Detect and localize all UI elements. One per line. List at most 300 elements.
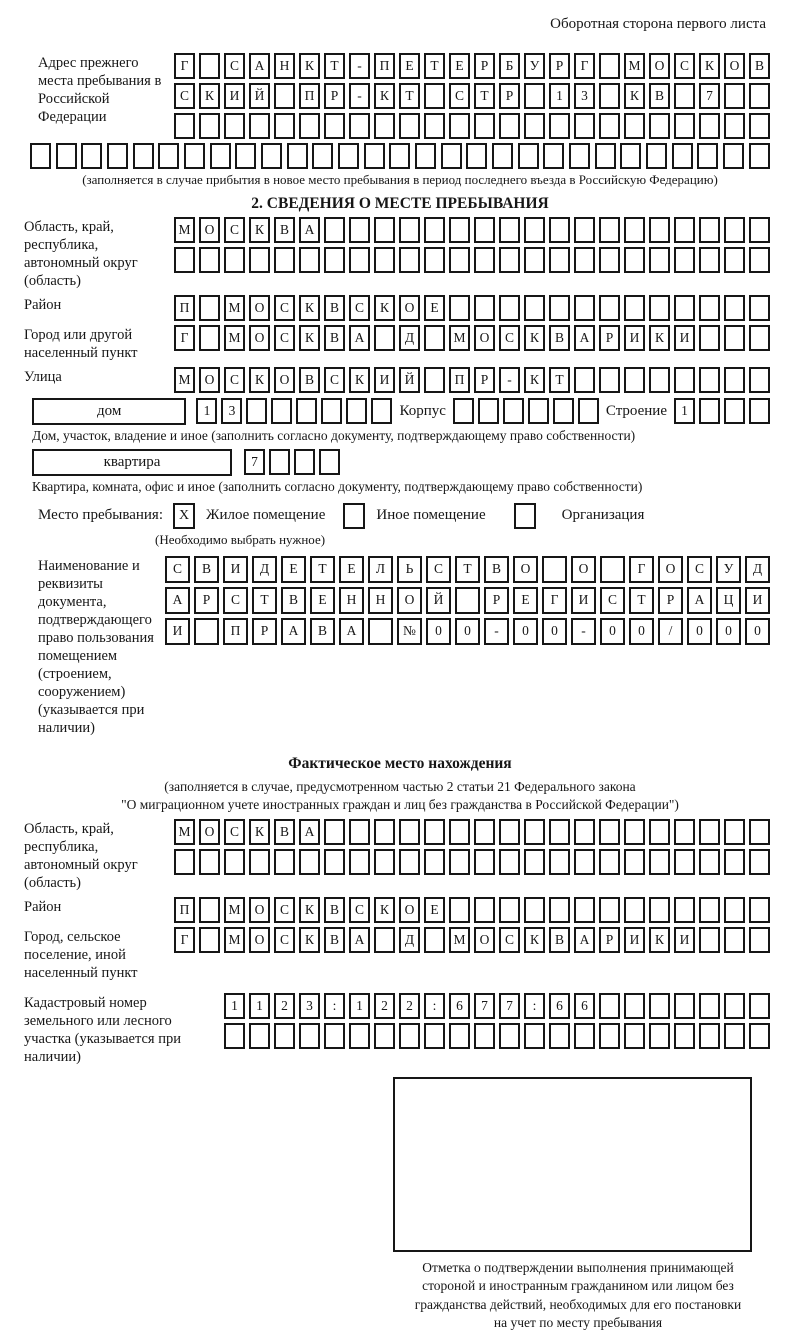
char-cell[interactable] [574,849,595,875]
char-cell[interactable] [599,849,620,875]
char-cell[interactable]: В [324,295,345,321]
char-cell[interactable] [224,247,245,273]
char-cell[interactable] [249,1023,270,1049]
char-cell[interactable]: В [299,367,320,393]
char-cell[interactable]: Г [629,556,654,583]
char-cell[interactable] [271,398,292,424]
char-cell[interactable] [524,897,545,923]
char-cell[interactable] [274,849,295,875]
char-cell[interactable]: Й [249,83,270,109]
char-cell[interactable]: А [299,217,320,243]
char-cell[interactable] [199,113,220,139]
char-cell[interactable]: М [174,217,195,243]
char-cell[interactable]: 1 [549,83,570,109]
char-cell[interactable] [649,993,670,1019]
char-cell[interactable] [699,325,720,351]
char-cell[interactable] [624,295,645,321]
char-cell[interactable]: К [249,367,270,393]
char-cell[interactable]: В [484,556,509,583]
char-cell[interactable] [299,849,320,875]
char-cell[interactable] [724,993,745,1019]
char-cell[interactable]: Н [339,587,364,614]
char-cell[interactable] [235,143,256,169]
char-cell[interactable]: В [324,927,345,953]
char-cell[interactable]: И [624,927,645,953]
char-cell[interactable] [261,143,282,169]
char-cell[interactable] [274,83,295,109]
char-cell[interactable] [699,367,720,393]
char-cell[interactable] [578,398,599,424]
char-cell[interactable]: Е [281,556,306,583]
char-cell[interactable] [524,849,545,875]
char-cell[interactable] [249,247,270,273]
char-cell[interactable] [524,247,545,273]
char-cell[interactable]: 7 [474,993,495,1019]
char-cell[interactable]: 2 [374,993,395,1019]
char-cell[interactable] [199,897,220,923]
stay-option-checkbox-residential[interactable]: X [173,503,195,529]
char-cell[interactable] [599,1023,620,1049]
char-cell[interactable] [599,819,620,845]
char-cell[interactable]: Ц [716,587,741,614]
char-cell[interactable] [524,819,545,845]
char-cell[interactable] [699,295,720,321]
char-cell[interactable]: О [274,367,295,393]
char-cell[interactable] [499,819,520,845]
char-cell[interactable]: 0 [455,618,480,645]
char-cell[interactable]: Е [339,556,364,583]
char-cell[interactable] [349,1023,370,1049]
char-cell[interactable] [274,113,295,139]
char-cell[interactable] [474,295,495,321]
char-cell[interactable] [478,398,499,424]
char-cell[interactable]: 2 [399,993,420,1019]
char-cell[interactable] [424,325,445,351]
char-cell[interactable] [455,587,480,614]
char-cell[interactable]: Д [399,927,420,953]
char-cell[interactable] [424,83,445,109]
char-cell[interactable]: Р [324,83,345,109]
char-cell[interactable] [649,295,670,321]
char-cell[interactable]: Е [424,295,445,321]
char-cell[interactable] [466,143,487,169]
char-cell[interactable] [749,143,770,169]
char-cell[interactable] [569,143,590,169]
char-cell[interactable] [549,1023,570,1049]
char-cell[interactable]: В [310,618,335,645]
char-cell[interactable] [368,618,393,645]
char-cell[interactable] [524,83,545,109]
char-cell[interactable]: А [299,819,320,845]
char-cell[interactable] [389,143,410,169]
char-cell[interactable] [424,113,445,139]
char-cell[interactable] [374,849,395,875]
char-cell[interactable]: В [649,83,670,109]
char-cell[interactable]: В [281,587,306,614]
char-cell[interactable]: Й [399,367,420,393]
char-cell[interactable] [399,819,420,845]
char-cell[interactable] [553,398,574,424]
char-cell[interactable] [697,143,718,169]
char-cell[interactable] [674,295,695,321]
char-cell[interactable] [453,398,474,424]
char-cell[interactable] [319,449,340,475]
char-cell[interactable] [133,143,154,169]
char-cell[interactable] [199,53,220,79]
char-cell[interactable]: В [274,819,295,845]
char-cell[interactable] [338,143,359,169]
char-cell[interactable]: Н [368,587,393,614]
char-cell[interactable] [449,1023,470,1049]
char-cell[interactable] [699,993,720,1019]
char-cell[interactable]: И [674,325,695,351]
char-cell[interactable]: Л [368,556,393,583]
char-cell[interactable]: Е [449,53,470,79]
char-cell[interactable]: С [174,83,195,109]
char-cell[interactable]: У [716,556,741,583]
char-cell[interactable]: Р [549,53,570,79]
char-cell[interactable] [749,367,770,393]
char-cell[interactable] [287,143,308,169]
char-cell[interactable] [199,247,220,273]
char-cell[interactable] [449,113,470,139]
char-cell[interactable] [424,247,445,273]
char-cell[interactable]: С [687,556,712,583]
char-cell[interactable]: К [299,927,320,953]
char-cell[interactable] [649,1023,670,1049]
char-cell[interactable]: А [249,53,270,79]
char-cell[interactable]: А [349,325,370,351]
char-cell[interactable]: Р [499,83,520,109]
char-cell[interactable]: 1 [224,993,245,1019]
char-cell[interactable]: С [274,295,295,321]
char-cell[interactable] [374,113,395,139]
char-cell[interactable] [674,113,695,139]
char-cell[interactable] [699,819,720,845]
char-cell[interactable] [441,143,462,169]
char-cell[interactable]: М [224,295,245,321]
char-cell[interactable]: С [223,587,248,614]
char-cell[interactable] [210,143,231,169]
char-cell[interactable] [600,556,625,583]
char-cell[interactable]: А [574,927,595,953]
char-cell[interactable] [624,819,645,845]
char-cell[interactable]: 0 [513,618,538,645]
char-cell[interactable]: - [349,53,370,79]
char-cell[interactable] [549,849,570,875]
char-cell[interactable]: 3 [221,398,242,424]
char-cell[interactable] [599,217,620,243]
char-cell[interactable]: К [299,897,320,923]
char-cell[interactable] [518,143,539,169]
char-cell[interactable] [399,247,420,273]
char-cell[interactable] [624,1023,645,1049]
char-cell[interactable]: С [165,556,190,583]
char-cell[interactable] [574,113,595,139]
char-cell[interactable] [294,449,315,475]
char-cell[interactable] [574,367,595,393]
char-cell[interactable] [474,1023,495,1049]
char-cell[interactable] [574,1023,595,1049]
char-cell[interactable] [499,849,520,875]
char-cell[interactable] [724,113,745,139]
char-cell[interactable] [699,398,720,424]
char-cell[interactable] [646,143,667,169]
char-cell[interactable]: Т [424,53,445,79]
char-cell[interactable] [364,143,385,169]
char-cell[interactable]: С [449,83,470,109]
char-cell[interactable] [699,1023,720,1049]
char-cell[interactable] [620,143,641,169]
char-cell[interactable] [624,993,645,1019]
char-cell[interactable]: Е [513,587,538,614]
char-cell[interactable] [724,1023,745,1049]
char-cell[interactable] [474,819,495,845]
char-cell[interactable]: 0 [687,618,712,645]
char-cell[interactable] [56,143,77,169]
char-cell[interactable] [649,367,670,393]
char-cell[interactable] [81,143,102,169]
char-cell[interactable] [415,143,436,169]
char-cell[interactable] [107,143,128,169]
char-cell[interactable]: Г [174,927,195,953]
char-cell[interactable]: А [339,618,364,645]
char-cell[interactable] [174,849,195,875]
char-cell[interactable] [299,113,320,139]
char-cell[interactable] [699,113,720,139]
char-cell[interactable] [724,819,745,845]
char-cell[interactable]: Е [424,897,445,923]
char-cell[interactable]: 6 [449,993,470,1019]
char-cell[interactable]: Ь [397,556,422,583]
char-cell[interactable] [549,113,570,139]
char-cell[interactable] [724,897,745,923]
char-cell[interactable] [474,217,495,243]
char-cell[interactable]: 3 [574,83,595,109]
char-cell[interactable] [349,113,370,139]
char-cell[interactable]: 0 [629,618,654,645]
char-cell[interactable]: М [224,897,245,923]
char-cell[interactable]: С [224,819,245,845]
char-cell[interactable] [543,143,564,169]
char-cell[interactable] [724,927,745,953]
char-cell[interactable]: О [724,53,745,79]
char-cell[interactable] [624,247,645,273]
char-cell[interactable] [224,1023,245,1049]
char-cell[interactable]: О [399,295,420,321]
char-cell[interactable]: К [374,295,395,321]
char-cell[interactable] [749,113,770,139]
char-cell[interactable]: Р [252,618,277,645]
char-cell[interactable]: Н [274,53,295,79]
char-cell[interactable]: Р [658,587,683,614]
char-cell[interactable] [324,849,345,875]
char-cell[interactable] [649,897,670,923]
char-cell[interactable] [374,325,395,351]
char-cell[interactable]: № [397,618,422,645]
char-cell[interactable]: К [524,367,545,393]
char-cell[interactable]: Р [599,325,620,351]
char-cell[interactable]: К [699,53,720,79]
char-cell[interactable]: С [349,897,370,923]
char-cell[interactable]: Г [174,325,195,351]
char-cell[interactable] [599,83,620,109]
char-cell[interactable]: А [349,927,370,953]
char-cell[interactable]: Е [399,53,420,79]
char-cell[interactable] [649,113,670,139]
char-cell[interactable] [574,897,595,923]
char-cell[interactable] [474,897,495,923]
char-cell[interactable] [424,1023,445,1049]
char-cell[interactable] [503,398,524,424]
char-cell[interactable] [424,367,445,393]
char-cell[interactable] [349,819,370,845]
char-cell[interactable] [749,1023,770,1049]
char-cell[interactable] [194,618,219,645]
char-cell[interactable]: Т [310,556,335,583]
char-cell[interactable] [324,247,345,273]
char-cell[interactable] [424,819,445,845]
char-cell[interactable]: С [274,325,295,351]
char-cell[interactable] [749,849,770,875]
char-cell[interactable]: К [299,53,320,79]
char-cell[interactable] [724,398,745,424]
char-cell[interactable]: О [199,217,220,243]
char-cell[interactable]: Д [745,556,770,583]
char-cell[interactable]: Е [310,587,335,614]
char-cell[interactable]: С [324,367,345,393]
char-cell[interactable]: М [174,367,195,393]
char-cell[interactable]: В [324,897,345,923]
char-cell[interactable] [312,143,333,169]
char-cell[interactable]: : [524,993,545,1019]
char-cell[interactable]: И [223,556,248,583]
char-cell[interactable]: Т [399,83,420,109]
char-cell[interactable] [699,247,720,273]
char-cell[interactable] [724,83,745,109]
char-cell[interactable] [30,143,51,169]
char-cell[interactable]: Й [426,587,451,614]
char-cell[interactable]: А [574,325,595,351]
char-cell[interactable] [184,143,205,169]
char-cell[interactable]: 0 [716,618,741,645]
char-cell[interactable] [349,247,370,273]
char-cell[interactable] [274,247,295,273]
char-cell[interactable]: И [224,83,245,109]
char-cell[interactable]: М [224,927,245,953]
char-cell[interactable] [449,247,470,273]
char-cell[interactable]: В [549,927,570,953]
char-cell[interactable]: М [449,325,470,351]
char-cell[interactable] [674,1023,695,1049]
char-cell[interactable]: С [274,927,295,953]
char-cell[interactable]: С [499,927,520,953]
char-cell[interactable]: К [249,819,270,845]
char-cell[interactable] [749,83,770,109]
char-cell[interactable] [699,849,720,875]
char-cell[interactable] [499,113,520,139]
char-cell[interactable] [749,819,770,845]
char-cell[interactable]: И [374,367,395,393]
char-cell[interactable] [624,897,645,923]
char-cell[interactable] [199,325,220,351]
char-cell[interactable] [749,927,770,953]
char-cell[interactable]: В [194,556,219,583]
char-cell[interactable]: И [674,927,695,953]
char-cell[interactable]: К [299,295,320,321]
char-cell[interactable] [749,217,770,243]
char-cell[interactable] [399,1023,420,1049]
char-cell[interactable] [499,1023,520,1049]
char-cell[interactable] [749,398,770,424]
char-cell[interactable]: М [449,927,470,953]
char-cell[interactable] [674,897,695,923]
char-cell[interactable]: С [426,556,451,583]
char-cell[interactable] [249,113,270,139]
char-cell[interactable] [371,398,392,424]
char-cell[interactable] [449,217,470,243]
char-cell[interactable] [399,849,420,875]
char-cell[interactable] [199,927,220,953]
char-cell[interactable] [674,849,695,875]
char-cell[interactable] [599,367,620,393]
char-cell[interactable] [724,325,745,351]
char-cell[interactable] [599,247,620,273]
char-cell[interactable] [574,217,595,243]
char-cell[interactable]: В [274,217,295,243]
char-cell[interactable]: - [571,618,596,645]
char-cell[interactable]: К [524,325,545,351]
char-cell[interactable] [499,247,520,273]
char-cell[interactable]: Д [252,556,277,583]
char-cell[interactable]: А [281,618,306,645]
char-cell[interactable]: О [199,367,220,393]
char-cell[interactable] [199,849,220,875]
char-cell[interactable]: С [349,295,370,321]
char-cell[interactable] [474,247,495,273]
char-cell[interactable] [424,927,445,953]
char-cell[interactable]: О [199,819,220,845]
char-cell[interactable] [324,1023,345,1049]
char-cell[interactable]: В [549,325,570,351]
char-cell[interactable] [749,295,770,321]
char-cell[interactable] [674,217,695,243]
stay-option-checkbox-other[interactable] [343,503,365,529]
char-cell[interactable] [599,113,620,139]
char-cell[interactable] [549,897,570,923]
char-cell[interactable]: О [249,927,270,953]
char-cell[interactable]: : [424,993,445,1019]
char-cell[interactable]: С [274,897,295,923]
char-cell[interactable] [524,295,545,321]
char-cell[interactable] [723,143,744,169]
char-cell[interactable] [674,247,695,273]
char-cell[interactable] [274,1023,295,1049]
char-cell[interactable] [724,849,745,875]
char-cell[interactable] [524,113,545,139]
char-cell[interactable] [449,897,470,923]
char-cell[interactable] [449,849,470,875]
char-cell[interactable] [624,113,645,139]
char-cell[interactable]: О [513,556,538,583]
char-cell[interactable]: С [499,325,520,351]
char-cell[interactable]: 1 [249,993,270,1019]
char-cell[interactable] [224,113,245,139]
char-cell[interactable]: Г [574,53,595,79]
char-cell[interactable] [699,217,720,243]
char-cell[interactable]: 7 [499,993,520,1019]
char-cell[interactable]: Р [474,367,495,393]
